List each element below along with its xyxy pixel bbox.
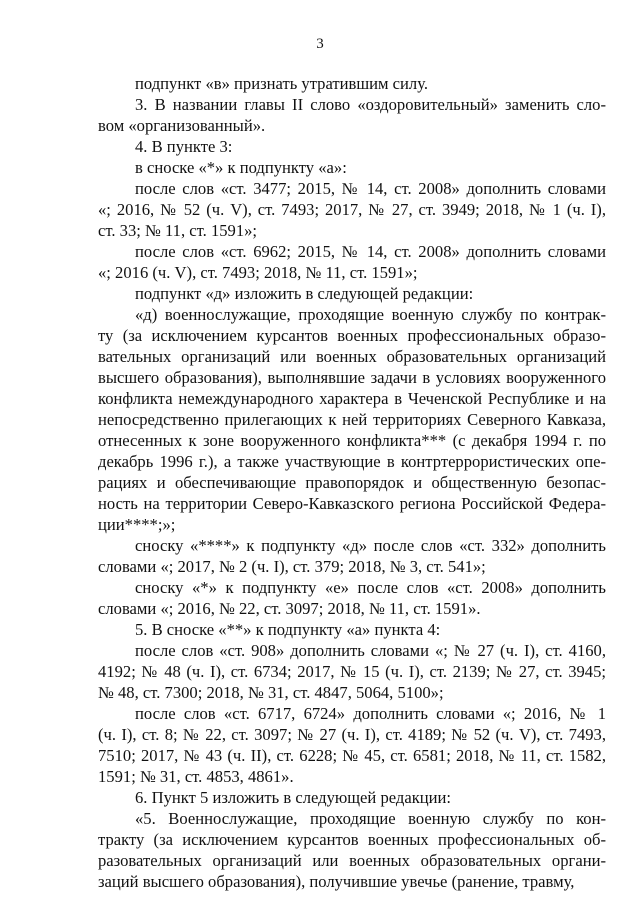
text-line: «; 2016 (ч. V), ст. 7493; 2018, № 11, ст. 1591»; [98, 263, 418, 282]
text-line: ность на территории Северо-Кавказского региона Российской Федера- [98, 494, 606, 513]
text-line: конфликта немеждународного характера в Чеченской Республике и на [98, 389, 606, 408]
page-number: 3 [316, 36, 324, 52]
text-line: «д) военнослужащие, проходящие военную службу по контрак- [135, 305, 606, 324]
text-line: декабрь 1996 г.), а также участвующие в контртеррористических опе- [98, 452, 606, 471]
text-line: вательных организаций или военных образовательных организаций [98, 347, 606, 366]
text-line: 3. В названии главы II слово «оздоровительный» заменить сло- [135, 95, 606, 114]
text-line: ст. 33; № 11, ст. 1591»; [98, 221, 258, 240]
text-line: тракту (за исключением курсантов военных профессиональных об- [98, 830, 606, 849]
text-line: 4192; № 48 (ч. I), ст. 6734; 2017, № 15 (ч. I), ст. 2139; № 27, ст. 3945; [98, 662, 606, 681]
text-line: в сноске «*» к подпункту «а»: [135, 158, 347, 177]
text-line: подпункт «д» изложить в следующей редакции: [135, 284, 474, 303]
text-line: после слов «ст. 908» дополнить словами «; № 27 (ч. I), ст. 4160, [135, 641, 606, 660]
text-line: № 48, ст. 7300; 2018, № 31, ст. 4847, 5064, 5100»; [98, 683, 444, 702]
text-line: сноску «*» к подпункту «е» после слов «ст. 2008» дополнить [135, 578, 606, 597]
text-line: высшего образования), выполнявшие задачи в условиях вооруженного [98, 368, 606, 387]
text-line: заций высшего образования), получившие увечье (ранение, травму, [98, 872, 575, 891]
text-line: 6. Пункт 5 изложить в следующей редакции: [135, 788, 452, 807]
text-line: (ч. I), ст. 8; № 22, ст. 3097; № 27 (ч. I), ст. 4189; № 52 (ч. V), ст. 7493, [98, 725, 606, 744]
text-line: после слов «ст. 6962; 2015, № 14, ст. 2008» дополнить словами [135, 242, 606, 261]
text-line: рациях и обеспечивающие правопорядок и общественную безопас- [98, 473, 606, 492]
text-line: после слов «ст. 6717, 6724» дополнить словами «; 2016, № 1 [135, 704, 606, 723]
text-line: словами «; 2016, № 22, ст. 3097; 2018, № 11, ст. 1591». [98, 599, 481, 618]
text-line: словами «; 2017, № 2 (ч. I), ст. 379; 2018, № 3, ст. 541»; [98, 557, 486, 576]
text-line: после слов «ст. 3477; 2015, № 14, ст. 2008» дополнить словами [135, 179, 606, 198]
text-line: 7510; 2017, № 43 (ч. II), ст. 6228; № 45, ст. 6581; 2018, № 11, ст. 1582, [98, 746, 606, 765]
text-line: сноску «****» к подпункту «д» после слов «ст. 332» дополнить [135, 536, 606, 555]
text-line: «5. Военнослужащие, проходящие военную службу по кон- [135, 809, 606, 828]
text-line: отнесенных к зоне вооруженного конфликта*** (с декабря 1994 г. по [98, 431, 606, 450]
text-line: непосредственно прилегающих к ней территориях Северного Кавказа, [98, 410, 606, 429]
text-line: ту (за исключением курсантов военных профессиональных образо- [98, 326, 606, 345]
text-line: ции****;»; [98, 515, 176, 534]
text-line: разовательных организаций или военных образовательных органи- [98, 851, 606, 870]
text-line: 1591; № 31, ст. 4853, 4861». [98, 767, 294, 786]
text-line: 5. В сноске «**» к подпункту «а» пункта 4: [135, 620, 441, 639]
text-line: вом «организованный». [98, 116, 266, 135]
text-line: подпункт «в» признать утратившим силу. [135, 74, 428, 93]
text-line: «; 2016, № 52 (ч. V), ст. 7493; 2017, № 27, ст. 3949; 2018, № 1 (ч. I), [98, 200, 606, 219]
text-line: 4. В пункте 3: [135, 137, 233, 156]
